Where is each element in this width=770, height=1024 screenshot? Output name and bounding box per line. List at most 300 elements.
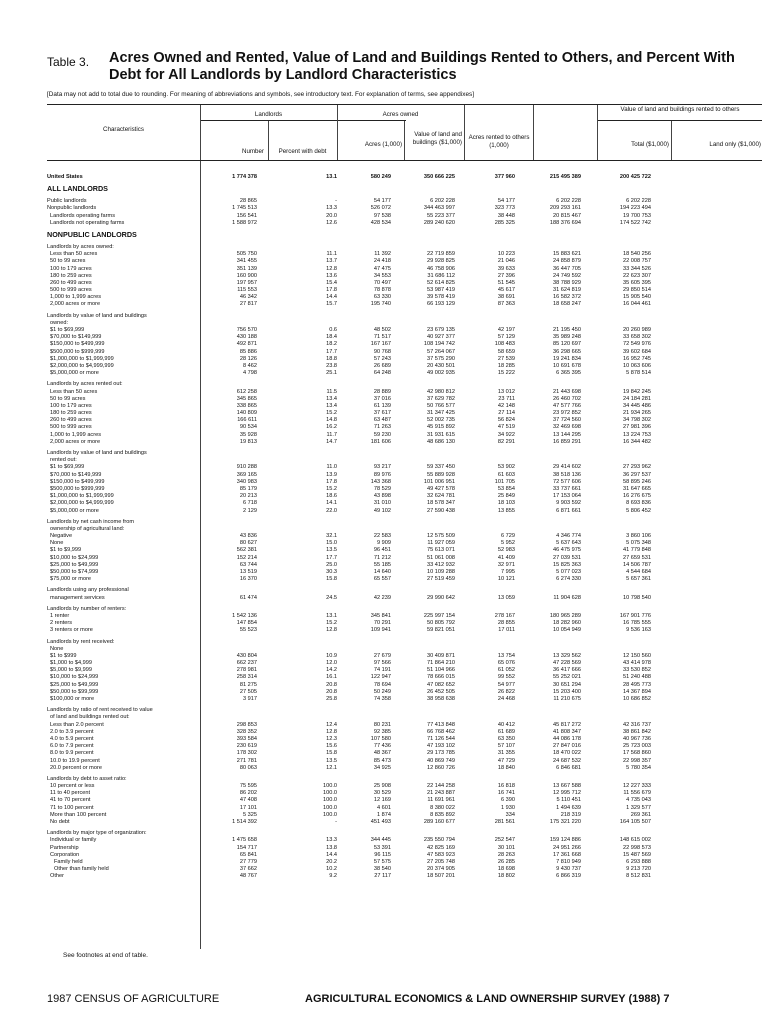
table-row bbox=[47, 533, 762, 540]
cell-value-rented-total: 5 110 451 bbox=[556, 797, 581, 804]
cell-value-owned: 55 889 928 bbox=[427, 471, 455, 478]
table-row bbox=[47, 526, 762, 533]
cell-value-owned: 51 104 966 bbox=[427, 667, 455, 674]
cell-acres-rented: 51 545 bbox=[497, 279, 515, 286]
cell-percent-debt: 13.5 bbox=[326, 547, 337, 554]
cell-value-owned: 12 860 726 bbox=[427, 764, 455, 771]
cell-acres-owned: 167 167 bbox=[370, 341, 391, 348]
row-label: 10 percent or less bbox=[50, 783, 95, 790]
cell-value-rented-total: 7 810 949 bbox=[556, 858, 581, 865]
cell-number: 1 514 392 bbox=[232, 819, 257, 825]
cell-percent-debt: 15.2 bbox=[326, 620, 337, 627]
cell-value-rented-total: 85 120 697 bbox=[553, 341, 581, 348]
cell-acres-owned: 26 689 bbox=[373, 362, 391, 369]
row-label: Landlords by ratio of rent received to value bbox=[47, 707, 153, 714]
cell-value-rented-total: 209 293 161 bbox=[549, 205, 581, 212]
cell-acres-owned: 78 694 bbox=[373, 681, 391, 688]
cell-percent-debt: 12.8 bbox=[326, 265, 337, 272]
cell-value-rented-land: 31 647 665 bbox=[623, 485, 651, 492]
cell-percent-debt: 11.7 bbox=[326, 431, 337, 438]
cell-value-rented-total: 41 808 347 bbox=[553, 728, 581, 735]
row-label: 180 to 259 acres bbox=[50, 272, 92, 279]
table-row bbox=[47, 457, 762, 464]
cell-value-rented-land: 14 367 894 bbox=[623, 688, 651, 695]
cell-acres-rented: 334 bbox=[505, 811, 515, 818]
table-row bbox=[47, 273, 762, 280]
cell-acres-owned: 37 016 bbox=[373, 395, 391, 402]
table-row bbox=[47, 569, 762, 576]
cell-acres-owned: 93 217 bbox=[373, 464, 391, 471]
cell-acres-rented: 6 390 bbox=[501, 797, 515, 804]
cell-acres-rented: 23 711 bbox=[498, 395, 515, 402]
table-row bbox=[47, 432, 762, 439]
footer-census-title: 1987 CENSUS OF AGRICULTURE bbox=[47, 993, 220, 1005]
cell-acres-rented: 18 285 bbox=[497, 362, 515, 369]
row-label: Landlords by major type of organization: bbox=[47, 830, 147, 837]
cell-number: 910 288 bbox=[236, 464, 257, 471]
cell-value-rented-land: 10 798 540 bbox=[623, 594, 651, 601]
table-row bbox=[47, 859, 762, 866]
cell-value-rented-total: 12 995 712 bbox=[553, 790, 581, 797]
cell-acres-owned: 92 385 bbox=[373, 728, 391, 735]
row-label: Landlords by acres rented out: bbox=[47, 381, 123, 388]
cell-acres-rented: 13 855 bbox=[497, 507, 515, 514]
cell-value-rented-land: 19 842 245 bbox=[623, 388, 651, 395]
cell-value-owned: 27 590 438 bbox=[427, 507, 455, 514]
cell-number: 1 774 378 bbox=[232, 174, 257, 180]
row-label: $50,000 to $74,999 bbox=[50, 569, 99, 575]
table-row bbox=[47, 837, 762, 844]
cell-percent-debt: 14.1 bbox=[326, 500, 337, 507]
cell-percent-debt: 18.2 bbox=[326, 341, 337, 348]
row-label: Partnership bbox=[50, 844, 79, 851]
cell-number: 13 519 bbox=[239, 569, 257, 575]
cell-value-rented-land: 167 901 776 bbox=[619, 612, 651, 619]
cell-number: 27 817 bbox=[239, 301, 257, 308]
cell-value-rented-land: 27 659 531 bbox=[623, 554, 651, 561]
row-label: No debt bbox=[50, 819, 70, 825]
cell-percent-debt: - bbox=[335, 198, 337, 205]
table-row bbox=[47, 417, 762, 424]
row-label: management services bbox=[50, 594, 105, 601]
cell-value-rented-total: 17 153 064 bbox=[553, 493, 581, 500]
cell-value-rented-land: 22 998 573 bbox=[623, 844, 651, 851]
cell-percent-debt: 18.6 bbox=[326, 493, 337, 500]
cell-acres-rented: 24 468 bbox=[497, 696, 515, 702]
row-label: Landlords by value of land and buildings bbox=[47, 450, 147, 456]
cell-number: 562 381 bbox=[236, 547, 257, 554]
cell-value-rented-total: 31 624 819 bbox=[553, 287, 581, 294]
cell-value-owned: 71 126 544 bbox=[427, 735, 455, 742]
cell-acres-rented: 47 729 bbox=[497, 757, 515, 764]
cell-acres-rented: 5 952 bbox=[501, 540, 515, 547]
cell-value-owned: 11 691 961 bbox=[427, 797, 455, 804]
cell-percent-debt: 25.0 bbox=[326, 561, 337, 568]
row-label: Less than 50 acres bbox=[50, 388, 98, 395]
cell-acres-owned: 14 640 bbox=[373, 569, 391, 575]
row-label: 500 to 999 acres bbox=[50, 287, 92, 294]
row-label: Landlords operating farms bbox=[50, 212, 115, 219]
cell-percent-debt: 30.3 bbox=[326, 569, 337, 575]
cell-value-rented-land: 29 850 514 bbox=[623, 287, 651, 294]
header-acres-rented: Acres rented to others (1,000) bbox=[468, 134, 530, 149]
row-label: Less than 50 acres bbox=[50, 251, 98, 258]
cell-value-rented-total: 15 203 400 bbox=[553, 688, 581, 695]
cell-value-rented-total: 20 815 467 bbox=[553, 212, 581, 219]
table-row bbox=[47, 783, 762, 790]
cell-value-rented-land: 6 202 228 bbox=[626, 198, 651, 205]
cell-acres-owned: 78 529 bbox=[373, 485, 391, 492]
cell-number: 35 928 bbox=[239, 431, 257, 438]
cell-acres-owned: 89 976 bbox=[373, 471, 391, 478]
cell-percent-debt: 17.7 bbox=[326, 348, 337, 355]
cell-percent-debt: 14.8 bbox=[326, 417, 337, 424]
cell-acres-rented: 18 802 bbox=[497, 873, 515, 880]
row-label: Landlords by net cash income from bbox=[47, 518, 135, 525]
cell-value-owned: 75 613 071 bbox=[427, 547, 455, 554]
cell-percent-debt: 13.3 bbox=[326, 837, 337, 844]
cell-value-owned: 27 519 459 bbox=[427, 576, 455, 583]
cell-acres-rented: 42 197 bbox=[497, 327, 515, 333]
cell-value-owned: 29 990 642 bbox=[427, 594, 455, 601]
table-row bbox=[47, 450, 762, 457]
row-label: ownership of agricultural land: bbox=[50, 525, 125, 532]
cell-acres-rented: 1 930 bbox=[501, 804, 515, 811]
cell-value-owned: 22 144 258 bbox=[427, 783, 455, 790]
cell-value-rented-total: 37 724 560 bbox=[553, 417, 581, 424]
table-row bbox=[47, 765, 762, 772]
cell-number: 1 745 513 bbox=[232, 205, 257, 212]
cell-value-owned: 52 002 735 bbox=[427, 417, 455, 424]
cell-acres-rented: 27 396 bbox=[497, 272, 515, 279]
section-heading-row bbox=[47, 185, 762, 194]
cell-value-rented-total: 21 443 698 bbox=[553, 388, 581, 395]
cell-acres-owned: 59 230 bbox=[373, 431, 391, 438]
cell-number: 154 717 bbox=[236, 844, 257, 851]
row-label: Landlords by number of renters: bbox=[47, 605, 127, 612]
cell-value-rented-land: 22 998 357 bbox=[623, 757, 651, 764]
cell-percent-debt: 15.4 bbox=[326, 279, 337, 286]
row-label: $1,000,000 to $1,999,999 bbox=[50, 493, 114, 500]
cell-percent-debt: 32.1 bbox=[326, 533, 337, 540]
table-row bbox=[47, 613, 762, 620]
row-label: 4.0 to 5.9 percent bbox=[50, 735, 94, 742]
cell-number: 86 202 bbox=[239, 790, 257, 797]
row-label: $1,000 to $4,999 bbox=[50, 660, 92, 667]
table-row bbox=[47, 830, 762, 837]
cell-value-rented-total: 38 788 929 bbox=[553, 279, 581, 286]
row-label: 260 to 499 acres bbox=[50, 417, 92, 424]
cell-percent-debt: 13.5 bbox=[326, 757, 337, 764]
table-row bbox=[47, 776, 762, 783]
cell-acres-owned: 55 185 bbox=[373, 561, 391, 568]
cell-value-rented-total: 35 989 248 bbox=[553, 334, 581, 341]
cell-number: 1 475 658 bbox=[232, 837, 257, 844]
cell-percent-debt: 13.4 bbox=[326, 395, 337, 402]
row-label: 6.0 to 7.9 percent bbox=[50, 743, 94, 750]
table-row bbox=[47, 547, 762, 554]
table-row bbox=[47, 356, 762, 363]
cell-value-rented-total: 27 847 016 bbox=[553, 743, 581, 750]
cell-number: 271 781 bbox=[236, 757, 257, 764]
cell-acres-owned: 78 878 bbox=[373, 287, 391, 294]
table-row bbox=[47, 519, 762, 526]
cell-acres-owned: 143 368 bbox=[370, 478, 391, 485]
cell-percent-debt: 12.1 bbox=[326, 764, 337, 771]
row-label: $1,000,000 to $1,999,999 bbox=[50, 355, 114, 362]
row-label: $70,000 to $149,999 bbox=[50, 334, 102, 341]
row-label: Individual or family bbox=[50, 837, 97, 844]
cell-number: 156 541 bbox=[236, 212, 257, 219]
table-row bbox=[47, 627, 762, 634]
cell-value-rented-land: 8 693 836 bbox=[626, 500, 651, 507]
table-row bbox=[47, 729, 762, 736]
cell-acres-rented: 53 902 bbox=[497, 464, 515, 471]
cell-number: 4 798 bbox=[243, 370, 257, 377]
cell-value-rented-total: 1 494 639 bbox=[556, 804, 581, 811]
cell-value-rented-land: 19 700 753 bbox=[623, 212, 651, 219]
row-label: $100,000 or more bbox=[50, 696, 95, 702]
cell-value-owned: 42 980 812 bbox=[427, 388, 455, 395]
cell-acres-rented: 34 922 bbox=[497, 431, 515, 438]
row-label: $10,000 to $24,999 bbox=[50, 674, 99, 681]
cell-number: 28 865 bbox=[239, 198, 257, 205]
cell-value-rented-total: 18 282 960 bbox=[553, 620, 581, 627]
cell-acres-rented: 32 971 bbox=[497, 561, 515, 568]
table-row bbox=[47, 689, 762, 696]
table-row bbox=[47, 790, 762, 797]
cell-acres-owned: 428 534 bbox=[370, 219, 391, 226]
cell-value-rented-land: 174 522 742 bbox=[619, 219, 651, 226]
cell-value-rented-land: 20 260 989 bbox=[623, 327, 651, 333]
cell-value-rented-total: 29 414 602 bbox=[553, 464, 581, 471]
cell-value-rented-land: 194 223 494 bbox=[619, 205, 651, 212]
cell-value-rented-total: 21 195 450 bbox=[553, 327, 581, 333]
cell-percent-debt: 14.7 bbox=[326, 438, 337, 445]
cell-acres-owned: 12 169 bbox=[373, 797, 391, 804]
table-row bbox=[47, 410, 762, 417]
cell-value-rented-land: 15 905 540 bbox=[623, 294, 651, 301]
cell-value-owned: 10 109 288 bbox=[427, 569, 455, 575]
cell-number: 61 474 bbox=[239, 594, 257, 601]
cell-value-owned: 31 686 112 bbox=[427, 272, 455, 279]
row-label: $5,000,000 or more bbox=[50, 370, 99, 377]
cell-percent-debt: 100.0 bbox=[323, 804, 337, 811]
cell-number: 147 854 bbox=[236, 620, 257, 627]
cell-value-rented-land: 13 224 753 bbox=[623, 431, 651, 438]
cell-acres-rented: 65 076 bbox=[497, 660, 515, 667]
cell-acres-owned: 63 487 bbox=[373, 417, 391, 424]
cell-number: 28 126 bbox=[239, 355, 257, 362]
cell-percent-debt: 12.8 bbox=[326, 627, 337, 634]
cell-number: 43 836 bbox=[239, 533, 257, 540]
cell-value-rented-total: 188 376 694 bbox=[549, 219, 581, 226]
cell-value-owned: 11 927 059 bbox=[427, 540, 455, 547]
cell-value-rented-land: 27 293 962 bbox=[623, 464, 651, 471]
cell-percent-debt: 20.2 bbox=[326, 858, 337, 865]
cell-acres-owned: 97 538 bbox=[373, 212, 391, 219]
cell-value-rented-land: 5 878 514 bbox=[626, 370, 651, 377]
table-row bbox=[47, 743, 762, 750]
cell-value-rented-total: 16 859 291 bbox=[553, 438, 581, 445]
cell-percent-debt: 24.5 bbox=[326, 594, 337, 601]
cell-value-rented-total: 26 460 702 bbox=[553, 395, 581, 402]
cell-number: 16 370 bbox=[239, 576, 257, 583]
cell-value-owned: 77 413 848 bbox=[427, 721, 455, 728]
cell-value-owned: 39 578 419 bbox=[427, 294, 455, 301]
cell-percent-debt: 20.8 bbox=[326, 688, 337, 695]
table-row bbox=[47, 500, 762, 507]
row-label: 10.0 to 19.9 percent bbox=[50, 757, 100, 764]
cell-value-rented-total: 27 039 531 bbox=[553, 554, 581, 561]
header-value-rented: Value of land and buildings rented to others bbox=[620, 106, 740, 113]
cell-acres-rented: 377 960 bbox=[494, 174, 515, 180]
cell-acres-owned: 22 583 bbox=[373, 533, 391, 540]
cell-acres-rented: 61 603 bbox=[497, 471, 515, 478]
cell-number: 393 584 bbox=[236, 735, 257, 742]
cell-value-rented-land: 22 623 307 bbox=[623, 272, 651, 279]
cell-acres-rented: 15 222 bbox=[497, 370, 515, 377]
table-row bbox=[47, 294, 762, 301]
cell-value-rented-land: 36 297 537 bbox=[623, 471, 651, 478]
table-row bbox=[47, 220, 762, 227]
cell-number: 115 553 bbox=[237, 287, 257, 294]
cell-value-rented-land: 34 445 486 bbox=[623, 402, 651, 409]
cell-acres-rented: 30 101 bbox=[497, 844, 515, 851]
table-row bbox=[47, 736, 762, 743]
cell-acres-rented: 108 483 bbox=[494, 341, 515, 348]
cell-number: 46 342 bbox=[239, 294, 257, 301]
cell-acres-rented: 13 754 bbox=[497, 652, 515, 659]
header-acres: Acres (1,000) bbox=[364, 141, 402, 148]
table-row bbox=[47, 439, 762, 446]
cell-percent-debt: 10.2 bbox=[326, 866, 337, 873]
row-label: $75,000 or more bbox=[50, 576, 92, 583]
cell-number: 338 865 bbox=[236, 402, 257, 409]
table-row bbox=[47, 508, 762, 515]
cell-value-rented-total: 24 687 532 bbox=[553, 757, 581, 764]
table-row bbox=[47, 287, 762, 294]
cell-value-rented-land: 15 487 569 bbox=[623, 851, 651, 858]
cell-number: 345 865 bbox=[236, 395, 257, 402]
cell-value-rented-total: 5 077 023 bbox=[556, 569, 581, 575]
cell-percent-debt: 22.0 bbox=[326, 507, 337, 514]
cell-number: 81 275 bbox=[239, 681, 257, 688]
cell-percent-debt: 100.0 bbox=[323, 783, 337, 790]
cell-acres-owned: 53 391 bbox=[373, 844, 391, 851]
cell-value-rented-land: 17 568 860 bbox=[623, 750, 651, 757]
cell-acres-owned: 4 601 bbox=[377, 804, 391, 811]
table-row bbox=[47, 244, 762, 251]
table-row bbox=[47, 320, 762, 327]
cell-acres-rented: 26 285 bbox=[497, 858, 515, 865]
cell-value-owned: 33 412 932 bbox=[427, 561, 455, 568]
cell-acres-owned: 580 249 bbox=[370, 174, 391, 180]
cell-acres-rented: 21 046 bbox=[497, 258, 515, 265]
cell-value-rented-land: 43 414 978 bbox=[623, 660, 651, 667]
cell-percent-debt: 15.8 bbox=[326, 576, 337, 583]
cell-acres-owned: 9 909 bbox=[377, 540, 391, 547]
cell-acres-rented: 54 177 bbox=[497, 198, 515, 205]
cell-value-rented-total: 24 858 879 bbox=[553, 258, 581, 265]
cell-value-rented-total: 24 749 592 bbox=[553, 272, 581, 279]
cell-percent-debt: 25.1 bbox=[326, 370, 337, 377]
row-label: None bbox=[50, 645, 64, 652]
cell-value-rented-land: 28 495 773 bbox=[623, 681, 651, 688]
cell-number: 756 570 bbox=[236, 327, 257, 333]
cell-value-owned: 20 430 501 bbox=[427, 362, 455, 369]
cell-value-rented-total: 36 447 705 bbox=[553, 265, 581, 272]
cell-percent-debt: 9.2 bbox=[329, 873, 337, 880]
cell-number: 505 750 bbox=[236, 251, 257, 258]
cell-percent-debt: 25.8 bbox=[326, 696, 337, 702]
row-label: $1 to $999 bbox=[50, 652, 77, 659]
cell-value-owned: 47 583 923 bbox=[427, 851, 455, 858]
cell-value-rented-land: 11 556 679 bbox=[623, 790, 651, 797]
cell-value-rented-total: 36 417 666 bbox=[553, 667, 581, 674]
cell-acres-rented: 53 854 bbox=[497, 485, 515, 492]
cell-acres-rented: 16 741 bbox=[497, 790, 515, 797]
cell-value-rented-land: 16 785 555 bbox=[623, 620, 651, 627]
cell-acres-rented: 42 148 bbox=[497, 402, 515, 409]
cell-acres-rented: 6 729 bbox=[501, 533, 515, 540]
cell-acres-rented: 18 103 bbox=[497, 500, 515, 507]
cell-acres-rented: 82 291 bbox=[497, 438, 515, 445]
table-row bbox=[47, 714, 762, 721]
cell-acres-rented: 7 995 bbox=[501, 569, 515, 575]
row-label: owned: bbox=[50, 319, 69, 326]
cell-value-owned: 101 006 951 bbox=[423, 478, 455, 485]
cell-number: 178 302 bbox=[236, 750, 257, 757]
cell-acres-owned: 70 497 bbox=[373, 279, 391, 286]
row-label: Less than 2.0 percent bbox=[50, 721, 104, 728]
row-label: 1,000 to 1,999 acres bbox=[50, 294, 102, 301]
cell-acres-owned: 97 566 bbox=[373, 660, 391, 667]
cell-value-owned: 31 347 425 bbox=[427, 410, 455, 417]
cell-acres-rented: 99 552 bbox=[497, 674, 515, 681]
cell-value-owned: 6 202 228 bbox=[430, 198, 455, 205]
cell-value-owned: 225 997 154 bbox=[423, 612, 455, 619]
cell-acres-owned: 57 243 bbox=[373, 355, 391, 362]
cell-value-rented-land: 38 861 842 bbox=[623, 728, 651, 735]
cell-value-owned: 66 768 462 bbox=[427, 728, 455, 735]
table-row bbox=[47, 464, 762, 471]
cell-value-rented-total: 6 846 681 bbox=[556, 764, 581, 771]
cell-value-owned: 40 869 749 bbox=[427, 757, 455, 764]
cell-value-rented-land: 4 544 684 bbox=[626, 569, 651, 575]
cell-number: 90 534 bbox=[239, 424, 257, 431]
cell-value-rented-total: 11 210 675 bbox=[553, 696, 581, 702]
cell-value-rented-land: 33 344 526 bbox=[623, 265, 651, 272]
header-land-only: Land only ($1,000) bbox=[709, 141, 761, 148]
cell-value-rented-total: 32 469 698 bbox=[553, 424, 581, 431]
row-label: 500 to 999 acres bbox=[50, 424, 92, 431]
cell-acres-rented: 13 059 bbox=[497, 594, 515, 601]
table-row bbox=[47, 805, 762, 812]
row-label: $50,000 to $99,999 bbox=[50, 688, 99, 695]
row-label: 20.0 percent or more bbox=[50, 764, 102, 771]
table-row bbox=[47, 576, 762, 583]
cell-value-rented-land: 24 184 281 bbox=[623, 395, 651, 402]
table-row bbox=[47, 198, 762, 205]
row-label: Family held bbox=[54, 858, 83, 865]
cell-percent-debt: 10.9 bbox=[326, 652, 337, 659]
cell-acres-rented: 61 689 bbox=[497, 728, 515, 735]
cell-value-owned: 50 805 792 bbox=[427, 620, 455, 627]
table-row bbox=[47, 313, 762, 320]
row-label: $1 to $69,999 bbox=[50, 327, 85, 333]
row-label: $150,000 to $499,999 bbox=[50, 341, 105, 348]
